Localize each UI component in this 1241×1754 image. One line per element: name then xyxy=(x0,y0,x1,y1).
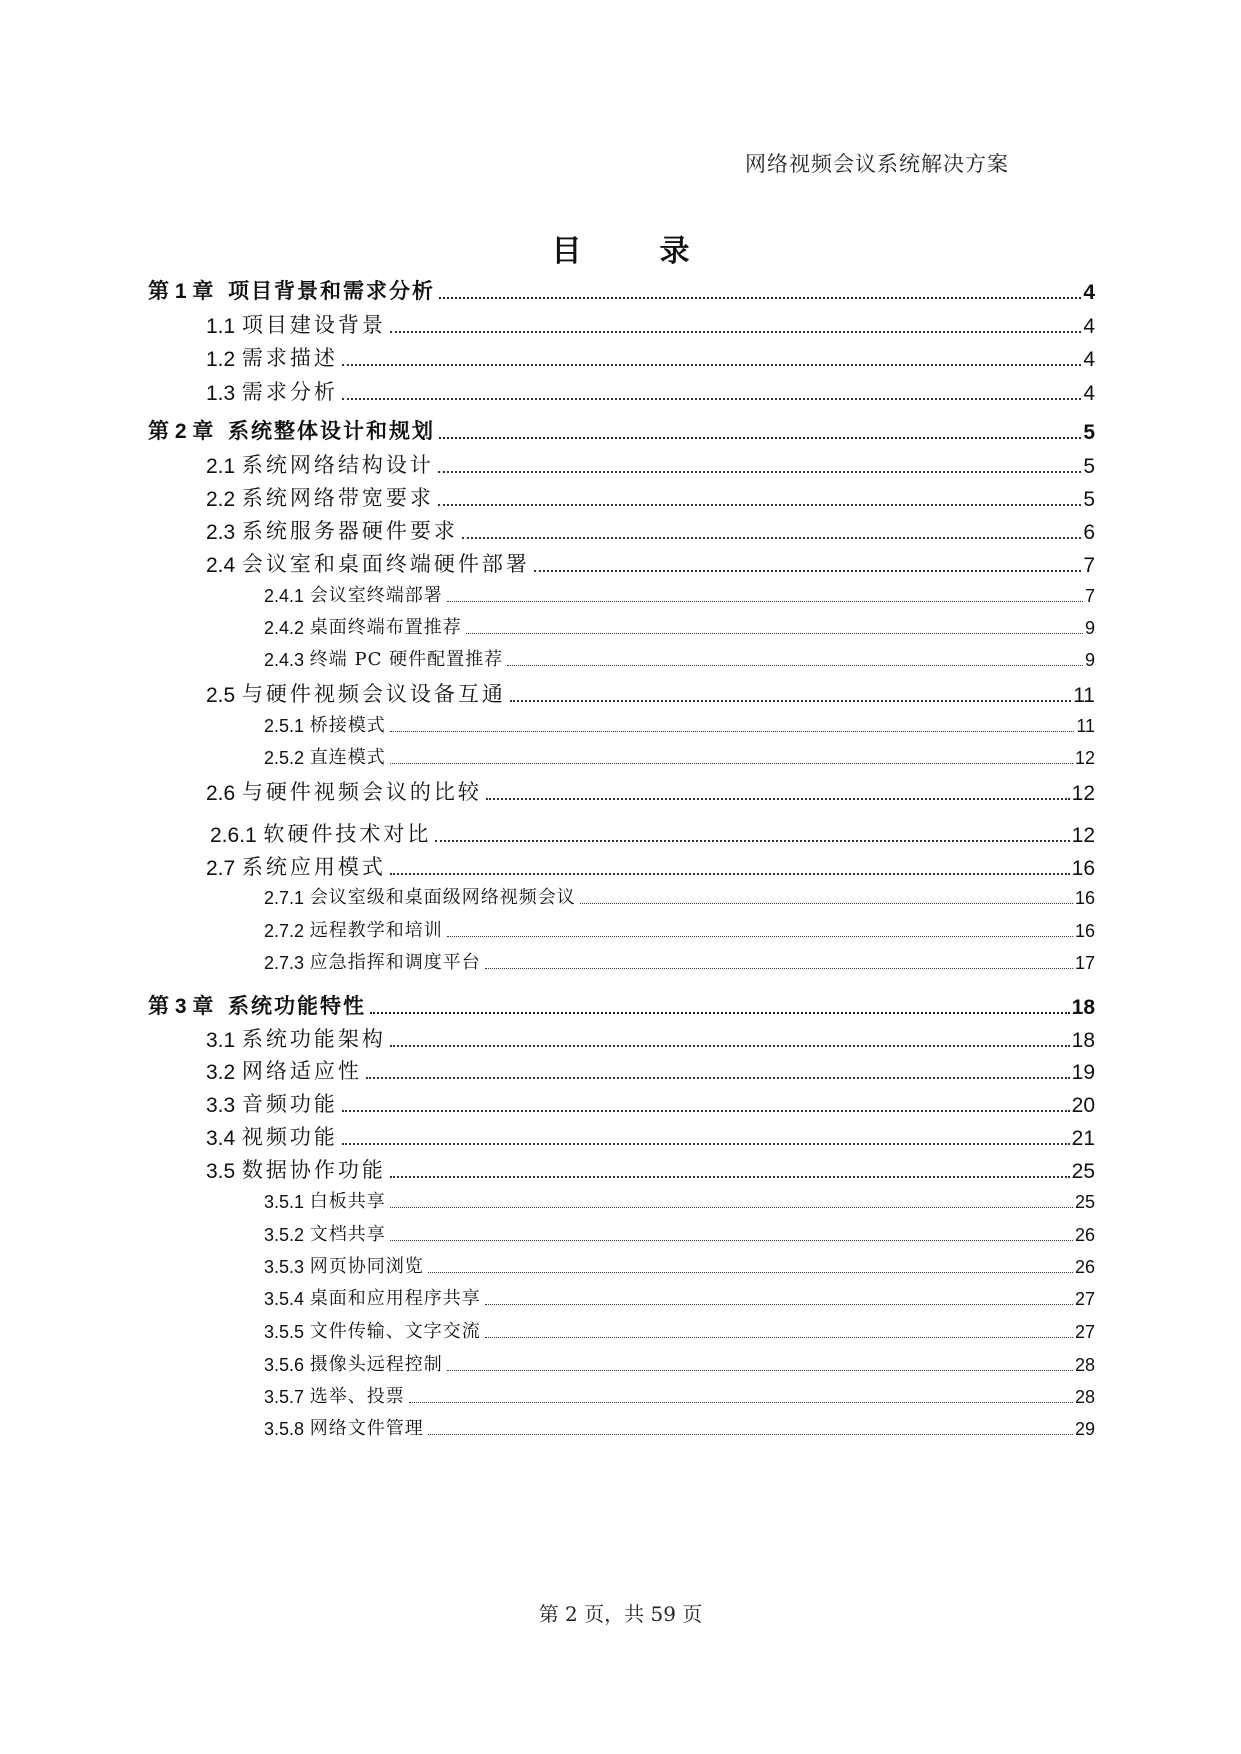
toc-entry[interactable] xyxy=(264,1414,1095,1440)
toc-dot-leader xyxy=(342,1110,1070,1112)
toc-entry-page: 28 xyxy=(1074,1355,1095,1375)
toc-entry-page: 25 xyxy=(1071,1160,1095,1183)
toc-dot-leader xyxy=(438,504,1081,506)
toc-entry-page: 12 xyxy=(1071,782,1095,805)
toc-entry-number: 2.7.1 xyxy=(264,888,305,908)
toc-dot-leader xyxy=(485,1337,1073,1338)
toc-dot-leader xyxy=(342,1143,1070,1145)
toc-entry[interactable] xyxy=(206,482,1095,512)
toc-entry-page: 9 xyxy=(1084,618,1095,638)
toc-dot-leader xyxy=(510,700,1071,702)
toc-entry-title: 与硬件视频会议的比较 xyxy=(241,780,482,804)
toc-entry[interactable] xyxy=(206,376,1095,406)
toc-entry-title: 摄像头远程控制 xyxy=(309,1354,443,1375)
toc-entry-number: 3.5.7 xyxy=(264,1387,305,1407)
toc-entry-title: 系统服务器硬件要求 xyxy=(241,519,458,543)
toc-entry-number: 3.5 xyxy=(206,1160,236,1183)
toc-entry-number: 2.5 xyxy=(206,684,236,707)
toc-entry-number: 2.4.3 xyxy=(264,650,305,670)
toc-entry-title: 白板共享 xyxy=(309,1191,386,1212)
toc-entry[interactable] xyxy=(206,515,1095,545)
toc-dot-leader xyxy=(447,936,1073,937)
toc-entry-title: 桌面终端布置推荐 xyxy=(309,617,462,638)
toc-dot-leader xyxy=(390,1045,1070,1047)
toc-entry-page: 6 xyxy=(1083,521,1095,544)
toc-entry-page: 26 xyxy=(1074,1257,1095,1277)
toc-dot-leader xyxy=(390,731,1075,732)
toc-entry-number: 2.6 xyxy=(206,782,236,805)
toc-dot-leader xyxy=(486,798,1070,800)
toc-entry-title: 项目背景和需求分析 xyxy=(227,278,435,303)
toc-entry-title: 系统整体设计和规划 xyxy=(227,418,435,443)
toc-entry-page: 25 xyxy=(1074,1192,1095,1212)
toc-entry-page: 5 xyxy=(1083,421,1095,444)
toc-entry-number: 2.7 xyxy=(206,857,236,880)
toc-entry-title: 会议室和桌面终端硬件部署 xyxy=(241,552,530,576)
toc-entry-title: 会议室终端部署 xyxy=(309,585,443,606)
toc-entry-number: 3.1 xyxy=(206,1029,236,1052)
toc-dot-leader xyxy=(409,1402,1073,1403)
toc-entry-page: 5 xyxy=(1083,488,1095,511)
toc-entry[interactable] xyxy=(264,581,1095,607)
toc-entry-page: 4 xyxy=(1083,348,1095,371)
toc-entry-number: 2.4.2 xyxy=(264,618,305,638)
toc-entry-number: 第 1 章 xyxy=(148,280,214,303)
toc-entry-page: 20 xyxy=(1071,1094,1095,1117)
toc-entry[interactable] xyxy=(264,711,1095,737)
toc-entry-page: 11 xyxy=(1073,684,1095,707)
toc-entry-page: 4 xyxy=(1083,382,1095,405)
toc-entry-number: 2.7.2 xyxy=(264,921,305,941)
toc-entry-title: 网页协同浏览 xyxy=(309,1256,424,1277)
toc-dot-leader xyxy=(534,570,1081,572)
toc-entry-title: 会议室级和桌面级网络视频会议 xyxy=(309,887,576,908)
toc-entry-title: 视频功能 xyxy=(241,1125,338,1149)
toc-entry-page: 29 xyxy=(1074,1419,1095,1439)
toc-entry[interactable] xyxy=(264,1350,1095,1376)
toc-entry-title: 网络文件管理 xyxy=(309,1418,424,1439)
toc-entry[interactable] xyxy=(264,948,1095,974)
toc-entry-number: 2.3 xyxy=(206,521,236,544)
toc-dot-leader xyxy=(466,633,1083,634)
toc-entry-title: 直连模式 xyxy=(309,747,386,768)
toc-entry-title: 项目建设背景 xyxy=(241,313,386,337)
toc-dot-leader xyxy=(390,331,1081,333)
toc-entry-title: 系统功能特性 xyxy=(227,993,366,1018)
toc-entry-number: 3.5.3 xyxy=(264,1257,305,1277)
toc-entry-number: 2.1 xyxy=(206,455,236,478)
toc-entry-page: 4 xyxy=(1083,281,1095,304)
toc-entry-number: 2.2 xyxy=(206,488,236,511)
toc-entry[interactable] xyxy=(206,548,1095,578)
toc-entry-page: 17 xyxy=(1074,953,1095,973)
toc-entry[interactable] xyxy=(206,678,1095,708)
toc-entry-title: 音频功能 xyxy=(241,1092,338,1116)
toc-entry-number: 3.5.4 xyxy=(264,1289,305,1309)
toc-entry[interactable] xyxy=(206,1023,1095,1053)
toc-entry-page: 16 xyxy=(1074,888,1095,908)
toc-entry-title: 终端 PC 硬件配置推荐 xyxy=(309,649,504,670)
toc-dot-leader xyxy=(366,1077,1070,1079)
toc-entry-page: 7 xyxy=(1083,554,1095,577)
toc-dot-leader xyxy=(435,840,1069,842)
toc-entry-title: 选举、投票 xyxy=(309,1386,405,1407)
toc-entry-page: 9 xyxy=(1084,650,1095,670)
toc-entry-number: 2.4.1 xyxy=(264,586,305,606)
toc-entry[interactable] xyxy=(264,883,1095,909)
toc-entry-title: 桥接模式 xyxy=(309,715,386,736)
toc-entry-number: 3.2 xyxy=(206,1061,236,1084)
toc-dot-leader xyxy=(447,1370,1073,1371)
toc-entry-page: 21 xyxy=(1071,1127,1095,1150)
toc-entry[interactable] xyxy=(206,1088,1095,1118)
toc-entry-number: 1.2 xyxy=(206,348,236,371)
toc-entry[interactable] xyxy=(206,1154,1095,1184)
toc-entry[interactable] xyxy=(206,449,1095,479)
page-footer: 第 2 页，共 59 页 xyxy=(538,1602,703,1626)
toc-entry-title: 远程教学和培训 xyxy=(309,920,443,941)
toc-entry[interactable] xyxy=(264,1187,1095,1213)
toc-dot-leader xyxy=(580,903,1073,904)
toc-entry-title: 网络适应性 xyxy=(241,1059,362,1083)
toc-entry[interactable] xyxy=(206,1121,1095,1151)
toc-entry-number: 3.5.1 xyxy=(264,1192,305,1212)
toc-entry[interactable] xyxy=(264,1220,1095,1246)
toc-entry-title: 桌面和应用程序共享 xyxy=(309,1288,481,1309)
toc-entry-page: 19 xyxy=(1071,1061,1095,1084)
toc-entry[interactable] xyxy=(210,818,1095,848)
toc-entry-number: 3.5.6 xyxy=(264,1355,305,1375)
toc-dot-leader xyxy=(462,537,1081,539)
toc-entry-page: 26 xyxy=(1074,1225,1095,1245)
toc-entry-page: 27 xyxy=(1074,1322,1095,1342)
toc-entry-number: 第 3 章 xyxy=(148,995,214,1018)
toc-entry-page: 4 xyxy=(1083,315,1095,338)
toc-entry[interactable] xyxy=(264,1382,1095,1408)
toc-entry[interactable] xyxy=(264,645,1095,671)
toc-dot-leader xyxy=(370,1012,1070,1014)
toc-entry-number: 3.4 xyxy=(206,1127,236,1150)
toc-entry-number: 2.7.3 xyxy=(264,953,305,973)
toc-entry[interactable] xyxy=(206,851,1095,881)
toc-entry-number: 第 2 章 xyxy=(148,420,214,443)
toc-dot-leader xyxy=(439,437,1081,439)
toc-entry-title: 数据协作功能 xyxy=(241,1158,386,1182)
toc-entry[interactable] xyxy=(264,1252,1095,1278)
toc-entry-number: 2.6.1 xyxy=(210,824,257,847)
toc-dot-leader xyxy=(390,1207,1073,1208)
toc-dot-leader xyxy=(390,763,1073,764)
toc-dot-leader xyxy=(342,398,1081,400)
toc-entry-page: 12 xyxy=(1074,748,1095,768)
toc-entry-title: 应急指挥和调度平台 xyxy=(309,952,481,973)
toc-dot-leader xyxy=(428,1434,1073,1435)
toc-entry[interactable] xyxy=(264,1317,1095,1343)
toc-entry-number: 3.5.5 xyxy=(264,1322,305,1342)
document-header: 网络视频会议系统解决方案 xyxy=(745,152,1009,176)
toc-entry-number: 3.5.2 xyxy=(264,1225,305,1245)
toc-dot-leader xyxy=(439,297,1081,299)
toc-entry[interactable] xyxy=(206,309,1095,339)
toc-entry-number: 2.4 xyxy=(206,554,236,577)
toc-entry-title: 与硬件视频会议设备互通 xyxy=(241,682,506,706)
toc-dot-leader xyxy=(390,1240,1073,1241)
toc-entry-number: 3.3 xyxy=(206,1094,236,1117)
toc-entry-page: 18 xyxy=(1071,1029,1095,1052)
toc-entry[interactable] xyxy=(264,613,1095,639)
toc-dot-leader xyxy=(428,1272,1073,1273)
toc-entry-page: 11 xyxy=(1076,716,1095,736)
toc-entry-page: 7 xyxy=(1084,586,1095,606)
toc-entry-title: 系统功能架构 xyxy=(241,1027,386,1051)
toc-entry-page: 5 xyxy=(1083,455,1095,478)
toc-entry[interactable] xyxy=(206,1055,1095,1085)
toc-entry[interactable] xyxy=(264,1284,1095,1310)
toc-dot-leader xyxy=(390,873,1070,875)
toc-dot-leader xyxy=(390,1176,1070,1178)
toc-entry[interactable] xyxy=(264,743,1095,769)
toc-entry-page: 27 xyxy=(1074,1289,1095,1309)
toc-entry-page: 12 xyxy=(1071,824,1095,847)
toc-entry-page: 28 xyxy=(1074,1387,1095,1407)
toc-entry-title: 系统网络带宽要求 xyxy=(241,486,434,510)
toc-entry-title: 系统网络结构设计 xyxy=(241,453,434,477)
toc-entry-title: 需求分析 xyxy=(241,380,338,404)
toc-entry[interactable] xyxy=(264,916,1095,942)
toc-dot-leader xyxy=(507,665,1083,666)
toc-entry-title: 文档共享 xyxy=(309,1224,386,1245)
toc-entry-title: 需求描述 xyxy=(241,346,338,370)
toc-entry[interactable] xyxy=(148,990,1095,1020)
toc-entry[interactable] xyxy=(148,415,1095,445)
toc-dot-leader xyxy=(438,471,1081,473)
toc-entry[interactable] xyxy=(206,342,1095,372)
toc-dot-leader xyxy=(342,364,1081,366)
toc-entry-number: 2.5.2 xyxy=(264,748,305,768)
toc-entry-number: 1.1 xyxy=(206,315,236,338)
toc-entry-number: 3.5.8 xyxy=(264,1419,305,1439)
toc-entry-title: 文件传输、文字交流 xyxy=(309,1321,481,1342)
toc-entry-page: 16 xyxy=(1071,857,1095,880)
toc-title: 目录 xyxy=(551,234,768,269)
toc-entry-title: 系统应用模式 xyxy=(241,855,386,879)
toc-entry-title: 软硬件技术对比 xyxy=(263,822,432,846)
toc-entry[interactable] xyxy=(206,776,1095,806)
toc-entry-number: 2.5.1 xyxy=(264,716,305,736)
toc-dot-leader xyxy=(485,968,1073,969)
toc-entry[interactable] xyxy=(148,275,1095,305)
toc-dot-leader xyxy=(447,601,1083,602)
toc-entry-page: 18 xyxy=(1071,996,1095,1019)
toc-entry-number: 1.3 xyxy=(206,382,236,405)
toc-dot-leader xyxy=(485,1304,1073,1305)
toc-entry-page: 16 xyxy=(1074,921,1095,941)
